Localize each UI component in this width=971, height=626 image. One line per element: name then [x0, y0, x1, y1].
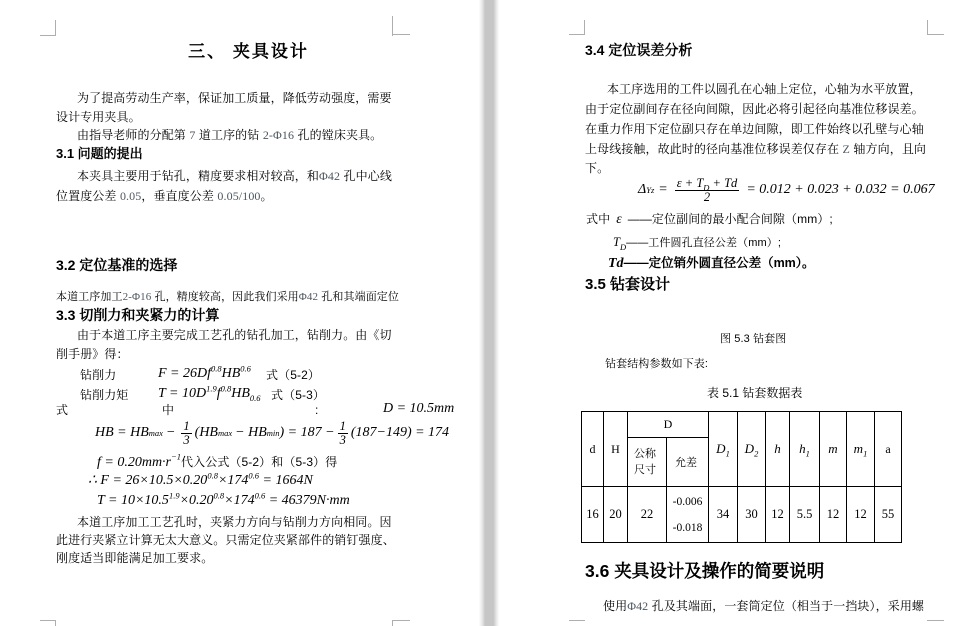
- crop-mark: [927, 620, 944, 621]
- math-part: ε: [616, 212, 622, 227]
- paragraph-line: 刚度适当即能满足加工要求。: [56, 551, 214, 565]
- subscript: D: [703, 182, 710, 192]
- paragraph-line: [603, 599, 924, 613]
- paragraph-line: 本道工序加工工艺孔时，夹紧力方向与钻削力方向相同。因: [77, 515, 392, 529]
- text-part: 孔和其端面定位: [318, 291, 399, 303]
- math-part: = 1664N: [259, 473, 313, 488]
- formula-label: 钻削力: [80, 368, 117, 382]
- math-part: (HB: [194, 424, 218, 440]
- paragraph-line: 削手册》得：: [56, 347, 129, 361]
- math-part: ) = 187 −: [279, 424, 335, 440]
- subscript: 1: [863, 448, 868, 459]
- col-header-tolerance: 允差: [667, 438, 709, 487]
- col-header-h1: [790, 412, 820, 487]
- cell-h1: 5.5: [790, 487, 820, 543]
- heading-3-3: 3.3 切削力和夹紧力的计算: [56, 307, 220, 323]
- subscript: D: [619, 242, 627, 253]
- text-part: 由指导老师的分配第: [77, 128, 190, 142]
- crop-mark: [40, 35, 56, 36]
- formula-t-result: [97, 490, 350, 510]
- legend-line: [613, 233, 781, 252]
- math-part: ×174: [217, 473, 249, 488]
- crop-mark: [569, 620, 585, 621]
- crop-mark: [927, 34, 944, 35]
- paragraph-line: 本工序选用的工件以圆孔在心轴上定位，心轴为水平放置，: [607, 82, 922, 96]
- crop-mark: [392, 34, 410, 35]
- equation-number: 式（5-3）: [271, 388, 325, 402]
- paragraph-line: [56, 189, 273, 203]
- paragraph-line: 下。: [585, 161, 610, 175]
- number-part: Z: [842, 142, 850, 156]
- fraction: [338, 420, 348, 447]
- text-part: 位置度公差: [56, 189, 120, 203]
- crop-mark: [55, 20, 56, 36]
- math-part: = 0.012 + 0.023 + 0.032 = 0.067: [746, 181, 935, 197]
- math-part: ε + T: [676, 175, 704, 190]
- text-part: 式: [56, 403, 69, 417]
- text-part: ，垂直度公差: [141, 189, 218, 203]
- paragraph-line: [77, 128, 382, 142]
- col-header-h: [766, 412, 790, 487]
- exponent: 0.8: [207, 470, 218, 481]
- col-header-D: D: [628, 412, 709, 438]
- col-header-m: [820, 412, 847, 487]
- exponent: 1.9: [168, 490, 180, 501]
- text-part: :: [315, 403, 319, 417]
- heading-3-2: 3.2 定位基准的选择: [56, 257, 178, 273]
- formula-5-3: [158, 383, 261, 403]
- math-part: HB: [231, 386, 250, 401]
- fraction: [675, 177, 740, 204]
- tolerance-upper: -0.006: [672, 495, 703, 508]
- math-part: D: [716, 441, 726, 456]
- math-part: Td: [608, 256, 624, 271]
- formula-delta: Δ Yz = $\frac{\varepsilon + T_D + Td}{2}$ = 0.012 + 0.023 + 0.032 = 0.067: [638, 175, 935, 204]
- drill-bushing-table: [581, 411, 902, 543]
- tolerance-lower: -0.018: [672, 521, 703, 534]
- number-part: Φ42: [319, 169, 341, 183]
- figure-caption: 图 5.3 钻套图: [720, 333, 787, 345]
- paragraph-line: 此进行夹紧立计算无太大意义。只需定位夹紧部件的销钉强度、: [56, 533, 395, 547]
- text-part: 轴方向，且向: [849, 142, 927, 156]
- fraction: [181, 420, 191, 447]
- exponent: 0.8: [213, 490, 225, 501]
- cell-D2: 30: [738, 487, 766, 543]
- number-part: 2-Φ16: [122, 291, 152, 303]
- heading-3-1: 3.1 问题的提出: [56, 146, 143, 161]
- legend-line: [608, 254, 815, 273]
- subscript: 1: [805, 448, 810, 459]
- crop-mark: [392, 16, 393, 36]
- math-part: HB = HB: [95, 424, 149, 440]
- text-part: 孔，精度较高，因此我们采用: [151, 291, 299, 303]
- text-part: 代入公式（5-2）和（5-3）得: [181, 455, 338, 469]
- crop-mark: [584, 20, 585, 35]
- numerator: 1: [183, 418, 190, 433]
- text-part: 上母线接触，故此时的径向基准位移误差仅存在: [585, 142, 843, 156]
- math-part: D: [744, 441, 755, 456]
- math-part: − HB: [235, 424, 267, 440]
- text-part: 中: [162, 403, 175, 417]
- paragraph-line: 设计专用夹具。: [56, 110, 141, 124]
- paragraph-line: [585, 142, 926, 156]
- exponent: 0.8: [220, 383, 232, 394]
- formula-f-result: [88, 470, 313, 490]
- math-part: + Td: [709, 175, 738, 190]
- number-part: 7: [189, 128, 196, 142]
- crop-mark: [55, 620, 56, 626]
- col-header-d: d: [582, 412, 604, 487]
- heading-3-6: 3.6 夹具设计及操作的简要说明: [585, 561, 825, 581]
- equation-number: 式（5-2）: [266, 368, 320, 382]
- math-part: h: [799, 441, 806, 456]
- col-header-m1: [847, 412, 875, 487]
- text-part: ——定位销外圆直径公差（mm）。: [623, 256, 815, 270]
- paragraph-line: [56, 291, 399, 304]
- col-header-D1: [709, 412, 738, 487]
- math-part: F = 26Df: [158, 366, 211, 381]
- math-part: −: [165, 424, 176, 440]
- heading-3-4: 3.4 定位误差分析: [585, 42, 693, 58]
- formula-5-2: [158, 363, 251, 383]
- text-part: 本夹具主要用于钻孔，精度要求相对较高，和: [77, 169, 320, 183]
- cell-d: 16: [582, 487, 604, 543]
- cell-D1: 34: [709, 487, 738, 543]
- numerator: [675, 177, 740, 190]
- denominator: 3: [339, 432, 346, 447]
- text-part: 使用: [603, 599, 628, 613]
- math-part: f = 0.20mm·r: [97, 455, 172, 470]
- cell-nominal: 22: [628, 487, 667, 543]
- legend-line: [586, 210, 833, 229]
- paragraph-line: 为了提高劳动生产率，保证加工质量，降低劳动强度，需要: [77, 91, 392, 105]
- math-part: T = 10×10.5: [97, 493, 169, 508]
- crop-mark: [392, 620, 410, 621]
- formula-f-value: [97, 453, 337, 472]
- denominator: 2: [675, 190, 740, 204]
- table-caption: 表 5.1 钻套数据表: [707, 386, 803, 400]
- formula-label: 钻削力矩: [80, 388, 129, 402]
- math-part: ×0.20: [179, 493, 214, 508]
- text-part: 式中: [586, 212, 611, 226]
- subscript: 2: [754, 448, 759, 459]
- exponent: 0.8: [211, 363, 222, 374]
- math-part: m: [828, 441, 838, 456]
- subscript: 1: [725, 448, 730, 459]
- number-part: Φ42: [627, 599, 649, 613]
- numerator: 1: [339, 418, 346, 433]
- number-part: 0.05/100: [217, 189, 261, 203]
- text-part: 孔及其端面，一套筒定位（相当于一挡块），采用螺: [648, 599, 925, 613]
- number-part: 2-Φ16: [262, 128, 295, 142]
- heading-3-5: 3.5 钻套设计: [585, 276, 671, 293]
- text-part: ——定位副间的最小配合间隙（mm）;: [627, 212, 833, 226]
- col-header-a: a: [875, 412, 902, 487]
- crop-mark: [392, 620, 393, 626]
- cell-m1: 12: [847, 487, 875, 543]
- text-part: 本道工序加工: [56, 291, 123, 303]
- exponent: 0.6: [248, 470, 260, 481]
- page-divider: [479, 0, 499, 626]
- exponent: 0.6: [240, 363, 251, 374]
- table-intro: 钻套结构参数如下表:: [605, 358, 709, 370]
- subscript: 0.6: [249, 392, 261, 403]
- math-part: Δ: [638, 181, 647, 197]
- number-part: Φ42: [298, 291, 319, 303]
- math-part: = 46379N·mm: [265, 493, 350, 508]
- math-part: T = 10D: [158, 386, 207, 401]
- paragraph-line: 由于定位副间存在径向间隙，因此必将引起径向基准位移误差。: [585, 102, 924, 116]
- paragraph-line: [77, 169, 392, 183]
- col-header-H: H: [604, 412, 628, 487]
- text-part: 尺寸: [634, 464, 656, 476]
- math-part: T: [613, 235, 620, 249]
- number-part: 0.05: [119, 189, 142, 203]
- cell-m: 12: [820, 487, 847, 543]
- text-part: 公称: [634, 448, 656, 460]
- math-part: ×174: [224, 493, 255, 508]
- paragraph-line: 在重力作用下定位副只存在单边间隙，即工件始终以孔壁与心轴: [585, 122, 924, 136]
- text-part: 孔中心线: [340, 169, 392, 183]
- math-part: ∴ F = 26×10.5×0.20: [88, 473, 208, 488]
- text-part: 孔的镗床夹具。: [294, 128, 383, 142]
- page-title: 三、 夹具设计: [188, 42, 309, 61]
- denominator: 3: [183, 432, 190, 447]
- cell-tolerance: [667, 487, 709, 543]
- math-part: h: [774, 441, 781, 456]
- text-part: ——工件圆孔直径公差（mm）;: [626, 237, 781, 249]
- crop-mark: [569, 34, 585, 35]
- cell-H: 20: [604, 487, 628, 543]
- exponent: 0.6: [254, 490, 266, 501]
- exponent: −1: [171, 451, 182, 462]
- crop-mark: [927, 20, 928, 35]
- cell-h: 12: [766, 487, 790, 543]
- paragraph-line: 由于本道工序主要完成工艺孔的钻孔加工，钻削力。由《切: [77, 328, 392, 342]
- math-part: m: [853, 441, 864, 456]
- col-header-nominal-size: [628, 438, 667, 487]
- math-part: f: [216, 386, 221, 401]
- formula-hb: HB = HB max − $\frac{1}{3}$ (HB max − HB min ) = 187 − $\frac{1}{3}$ (187−149) = 174: [95, 418, 450, 447]
- text-part: 。: [260, 189, 273, 203]
- exponent: 1.9: [206, 383, 217, 394]
- col-header-D2: [738, 412, 766, 487]
- text-part: 道工序的钻: [195, 128, 263, 142]
- formula-d-value: D = 10.5mm: [383, 401, 455, 416]
- math-part: (187−149) = 174: [350, 424, 450, 440]
- math-part: =: [658, 181, 668, 197]
- math-part: HB: [221, 366, 241, 381]
- crop-mark: [40, 620, 56, 621]
- cell-a: 55: [875, 487, 902, 543]
